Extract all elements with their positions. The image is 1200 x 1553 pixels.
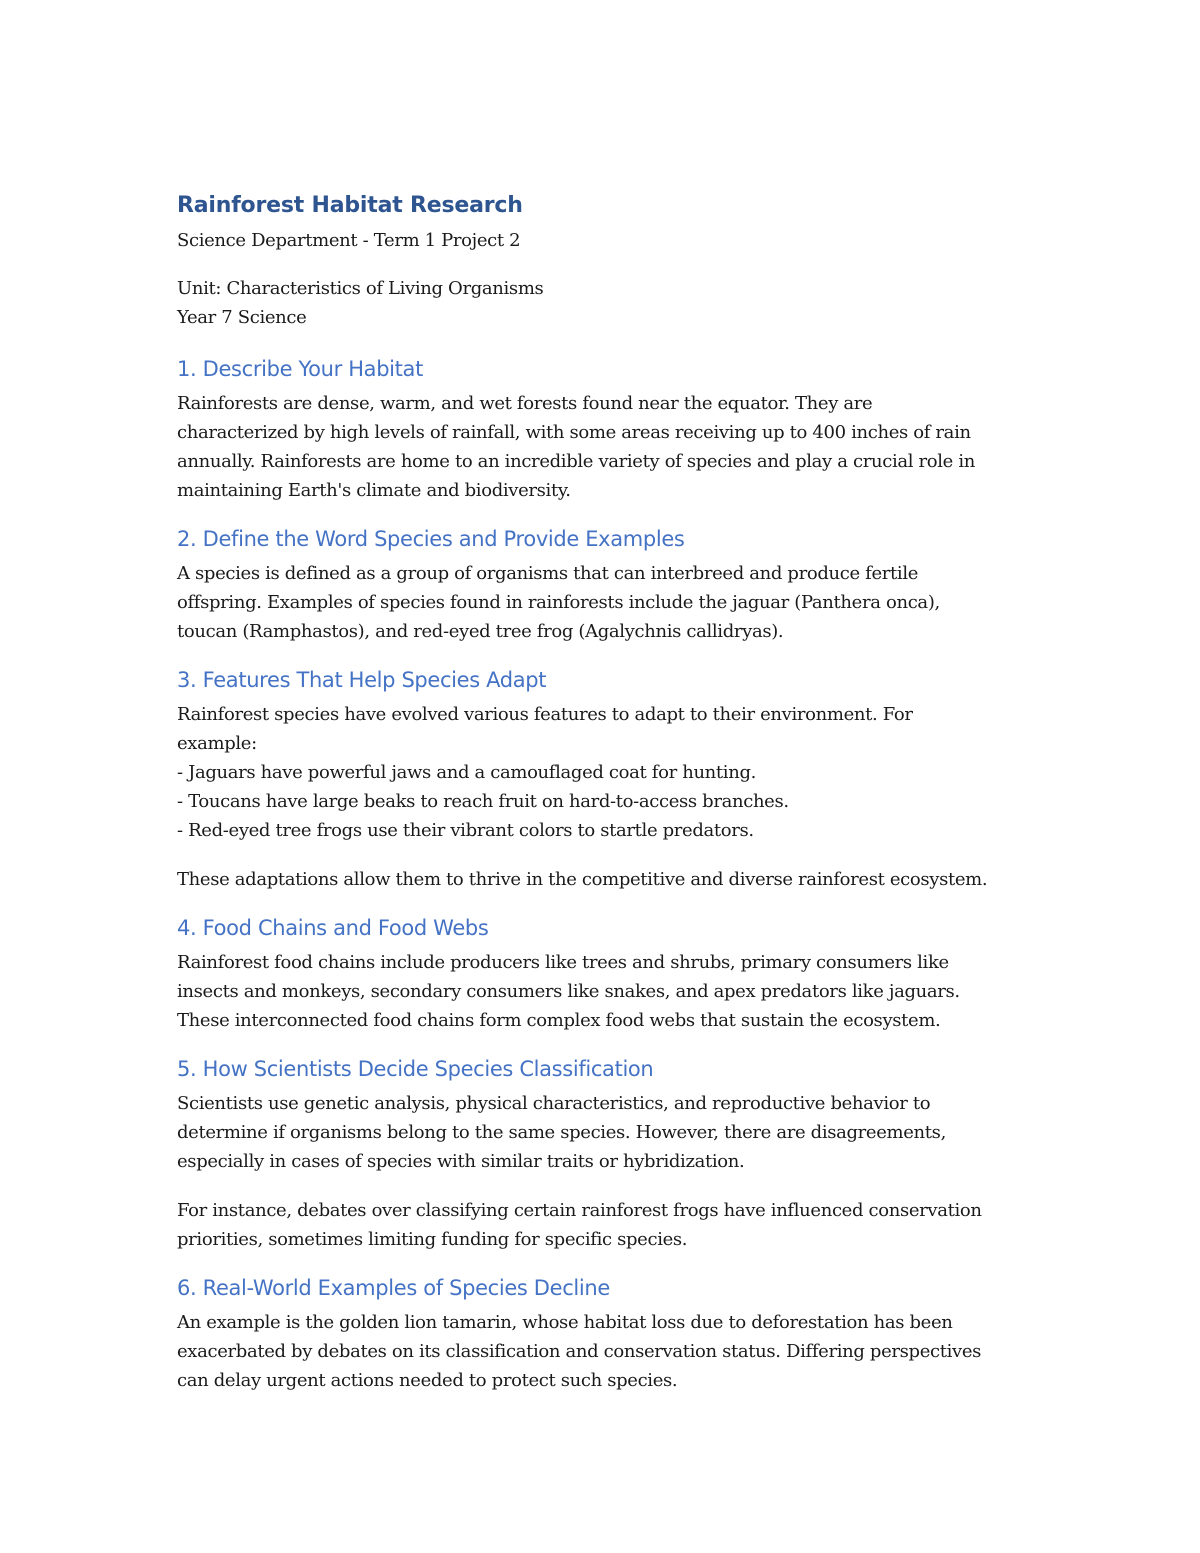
- paragraph-line: insects and monkeys, secondary consumers like snakes, and apex predators like jaguars.: [177, 981, 960, 1002]
- paragraph-line: especially in cases of species with similar traits or hybridization.: [177, 1151, 745, 1172]
- section-heading: 6. Real-World Examples of Species Decline: [177, 1276, 610, 1300]
- paragraph-line: priorities, sometimes limiting funding for specific species.: [177, 1229, 688, 1250]
- document-title: Rainforest Habitat Research: [177, 193, 523, 218]
- section-4: [177, 911, 1047, 1035]
- section-3: [177, 663, 1047, 894]
- section-6: [177, 1271, 1047, 1395]
- paragraph-line: determine if organisms belong to the same species. However, there are disagreements,: [177, 1122, 946, 1143]
- paragraph-line: characterized by high levels of rainfall, with some areas receiving up to 400 inches of rain: [177, 422, 971, 443]
- paragraph-line: annually. Rainforests are home to an incredible variety of species and play a crucial role in: [177, 451, 975, 472]
- section-paragraph: [177, 700, 1047, 845]
- paragraph-line: toucan (Ramphastos), and red-eyed tree frog (Agalychnis callidryas).: [177, 621, 784, 642]
- section-heading: 3. Features That Help Species Adapt: [177, 668, 547, 692]
- paragraph-line: - Jaguars have powerful jaws and a camouflaged coat for hunting.: [177, 762, 757, 783]
- section-heading: 2. Define the Word Species and Provide Examples: [177, 527, 685, 551]
- section-1: [177, 352, 1047, 505]
- unit-line: Unit: Characteristics of Living Organisms: [177, 278, 544, 299]
- paragraph-line: Scientists use genetic analysis, physical characteristics, and reproductive behavior to: [177, 1093, 931, 1114]
- paragraph-line: can delay urgent actions needed to protect such species.: [177, 1370, 678, 1391]
- paragraph-line: offspring. Examples of species found in rainforests include the jaguar (Panthera onca),: [177, 592, 940, 613]
- section-2: [177, 522, 1047, 646]
- section-paragraph: [177, 1308, 1047, 1395]
- paragraph-line: An example is the golden lion tamarin, whose habitat loss due to deforestation has been: [177, 1312, 953, 1333]
- paragraph-line: - Red-eyed tree frogs use their vibrant colors to startle predators.: [177, 820, 754, 841]
- paragraph-line: Rainforest food chains include producers like trees and shrubs, primary consumers like: [177, 952, 949, 973]
- paragraph-line: These adaptations allow them to thrive in the competitive and diverse rainforest ecosystem.: [177, 869, 988, 890]
- section-heading: 1. Describe Your Habitat: [177, 357, 423, 381]
- document-body: [177, 188, 1047, 1412]
- paragraph-line: A species is defined as a group of organisms that can interbreed and produce fertile: [177, 563, 919, 584]
- unit-info: [177, 274, 1047, 332]
- document-subtitle: Science Department - Term 1 Project 2: [177, 230, 521, 251]
- paragraph-line: - Toucans have large beaks to reach fruit on hard-to-access branches.: [177, 791, 789, 812]
- paragraph-line: maintaining Earth's climate and biodiversity.: [177, 480, 571, 501]
- paragraph-line: example:: [177, 733, 257, 754]
- section-paragraph: [177, 389, 1047, 505]
- section-paragraph: [177, 1089, 1047, 1176]
- paragraph-line: For instance, debates over classifying certain rainforest frogs have influenced conservation: [177, 1200, 982, 1221]
- paragraph-line: exacerbated by debates on its classification and conservation status. Differing perspectives: [177, 1341, 982, 1362]
- section-paragraph: [177, 948, 1047, 1035]
- paragraph-line: Rainforests are dense, warm, and wet forests found near the equator. They are: [177, 393, 873, 414]
- section-5: [177, 1052, 1047, 1254]
- section-heading: 4. Food Chains and Food Webs: [177, 916, 489, 940]
- paragraph-line: These interconnected food chains form complex food webs that sustain the ecosystem.: [177, 1010, 941, 1031]
- section-paragraph: [177, 1196, 1047, 1254]
- year-line: Year 7 Science: [177, 307, 307, 328]
- sections-container: [177, 352, 1047, 1395]
- section-paragraph: [177, 865, 1047, 894]
- section-paragraph: [177, 559, 1047, 646]
- paragraph-line: Rainforest species have evolved various features to adapt to their environment. For: [177, 704, 913, 725]
- section-heading: 5. How Scientists Decide Species Classification: [177, 1057, 654, 1081]
